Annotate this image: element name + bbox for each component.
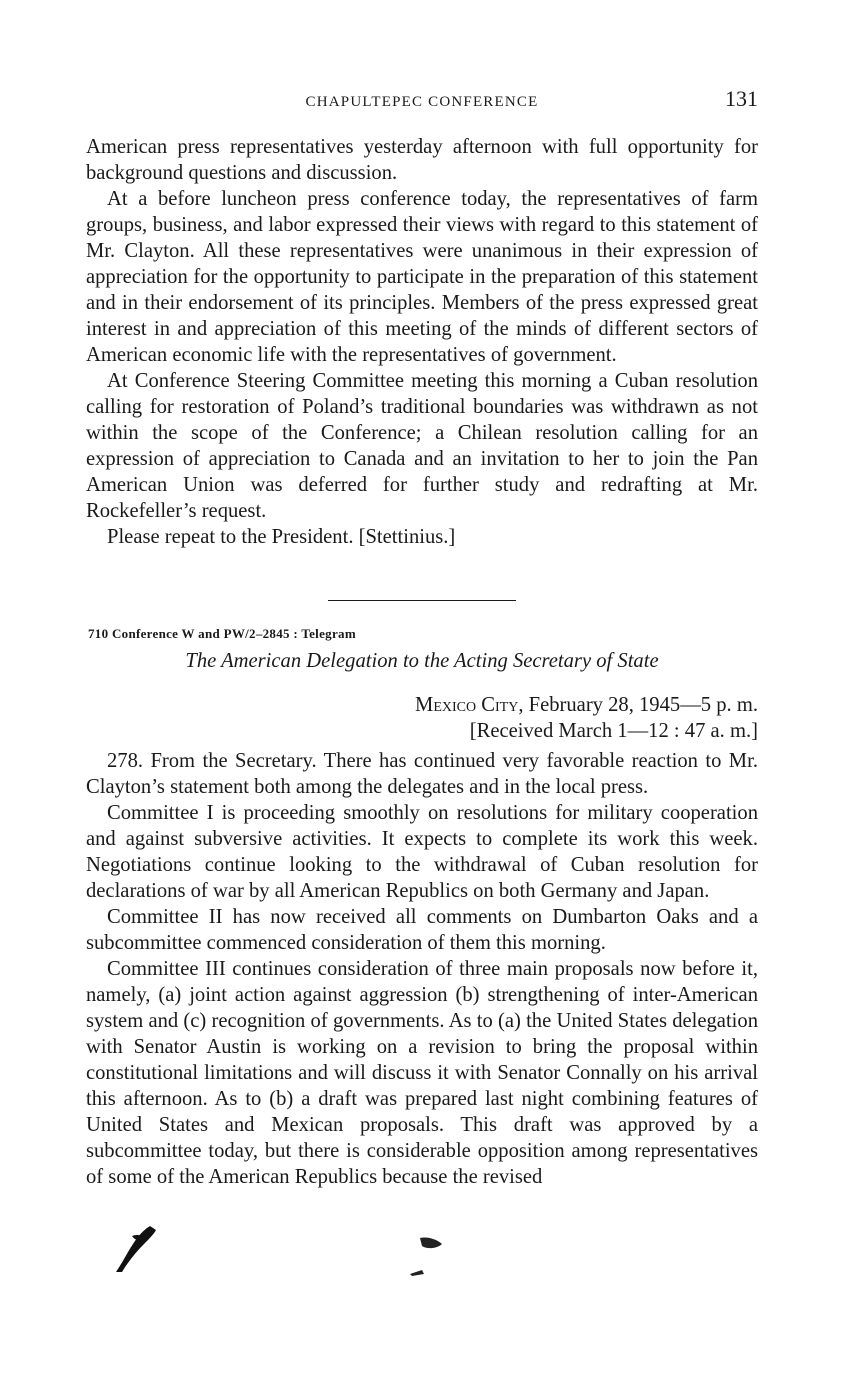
paragraph: At a before luncheon press conference today, the representatives of farm groups, business, and labor expressed their views with regard to this statement of Mr. Clayton. All these representatives were unanimous in their expression of appreciation for the opportunity to participate in the preparation of this statement and in their endorsement of its principles. Members of the press expressed great interest in and appreciation of this meeting of the minds of different sectors of American economic life with the representatives of government. xyxy=(86,188,758,366)
paragraph: At Conference Steering Committee meeting this morning a Cuban resolution calling for restoration of Poland’s traditional boundaries was withdrawn as not within the scope of the Conference; a Chilean resolution calling for an expression of appreciation to Canada and an invitation to her to join the Pan American Union was deferred for further study and redrafting at Mr. Rockefeller’s request. xyxy=(86,370,758,522)
running-title: CHAPULTEPEC CONFERENCE xyxy=(305,94,539,110)
document-reference: 710 Conference W and PW/2–2845 : Telegram xyxy=(88,626,356,641)
running-header xyxy=(86,88,758,116)
ink-blot-mark xyxy=(110,1222,160,1274)
telegram-body xyxy=(86,748,758,1190)
document-title: The American Delegation to the Acting Secretary of State xyxy=(185,650,659,672)
received-line: [Received March 1—12 : 47 a. m.] xyxy=(469,720,758,742)
paragraph: Please repeat to the President. [Stettinius.] xyxy=(107,526,456,548)
dateline xyxy=(415,692,758,744)
paragraph: Committee III continues consideration of three main proposals now before it, namely, (a) joint action against aggression (b) strengthening of inter-American system and (c) recognition of governments. As to (a) the United States delegation with Senator Austin is working on a revision to bring the proposal within constitutional limitations and will discuss it with Senator Connally on his arrival this afternoon. As to (b) a draft was prepared last night combining features of United States and Mexican proposals. This draft was approved by a subcommittee today, but there is considerable opposition among representatives of some of the American Republics because the revised xyxy=(86,958,758,1188)
paragraph: 278. From the Secretary. There has continued very favorable reaction to Mr. Clayton’s statement both among the delegates and in the local press. xyxy=(86,750,758,798)
ink-smudge-mark xyxy=(416,1234,446,1258)
dateline-place: Mexico City, xyxy=(415,694,524,716)
page-number: 131 xyxy=(725,86,758,111)
paragraph: Committee II has now received all comments on Dumbarton Oaks and a subcommittee commenced consideration of them this morning. xyxy=(86,906,758,954)
preceding-telegram-text xyxy=(86,134,758,550)
section-divider xyxy=(328,600,516,601)
paragraph: American press representatives yesterday afternoon with full opportunity for background questions and discussion. xyxy=(86,136,758,184)
ink-speck-mark xyxy=(408,1268,426,1278)
dateline-date: February 28, 1945—5 p. m. xyxy=(523,694,758,716)
paragraph: Committee I is proceeding smoothly on resolutions for military cooperation and against subversive activities. It expects to complete its work this week. Negotiations continue looking to the withdrawal of Cuban resolution for declarations of war by all American Republics on both Germany and Japan. xyxy=(86,802,758,902)
